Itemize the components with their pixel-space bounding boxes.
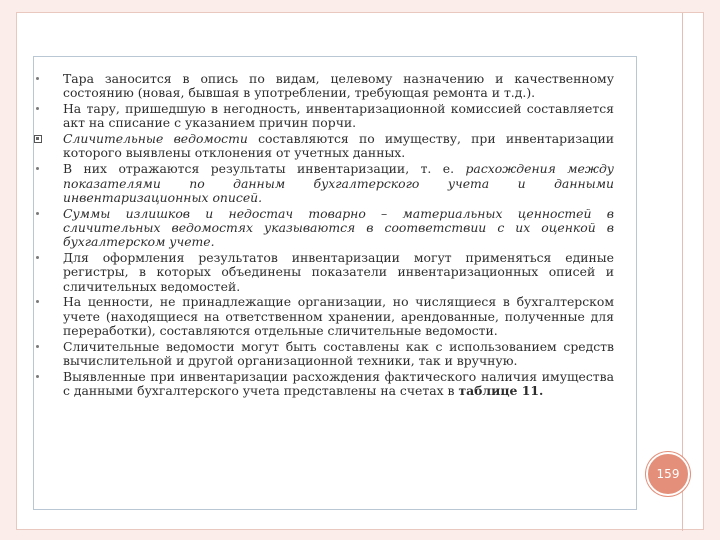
dot-bullet-icon: [36, 77, 39, 80]
list-item-text: Сличительные ведомости могут быть составлены как с использованием средств вычислительной и другой организационной техники, так и вручную.: [63, 338, 614, 369]
list-item-text: На ценности, не принадлежащие организации, но числящиеся в бухгалтерском учете (находящиеся на ответственном хранении, арендованные, полученные для переработки), составляются отдельные сличительные ведомости.: [63, 294, 614, 339]
list-item-text: В них отражаются результаты инвентаризации, т. е.: [63, 161, 466, 177]
list-item: [63, 207, 614, 250]
dot-bullet-icon: [36, 375, 39, 378]
list-item: [63, 162, 614, 205]
list-item: [63, 72, 614, 101]
list-item-text: Для оформления результатов инвентаризации могут применяться единые регистры, в которых объединены показатели инвентаризационных описей и сличительных ведомостей.: [63, 250, 614, 294]
page-number: 159: [656, 467, 680, 481]
list-item: [63, 251, 614, 294]
page-number-badge: [646, 452, 690, 496]
square-bullet-icon: [34, 135, 42, 143]
list-item: [63, 340, 614, 369]
dot-bullet-icon: [36, 345, 39, 348]
list-item: [63, 370, 614, 399]
list-item-text: Сличительные ведомости: [63, 131, 248, 147]
list-item: [63, 102, 614, 131]
list-item: [63, 295, 614, 338]
list-item-text: расхождения между показателями по данным бухгалтерского учета и данными инвентаризационных описей.: [63, 161, 614, 205]
dot-bullet-icon: [36, 212, 39, 215]
list-item-text: Суммы излишков и недостач товарно – материальных ценностей в сличительных ведомостях указываются в соответствии с их оценкой в бухгалтерском учете.: [63, 205, 614, 250]
list-item-text: Тара заносится в опись по видам, целевому назначению и качественному состоянию (новая, бывшая в употреблении, требующая ремонта и т.д.).: [63, 71, 614, 101]
list-item-text: Выявленные при инвентаризации расхождения фактического наличия имущества с данными бухгалтерского учета представлены на счетах в: [63, 368, 614, 399]
list-item-text: составляются по имуществу, при инвентаризации которого выявлены отклонения от учетных данных.: [63, 131, 615, 161]
list-item-text: таблице 11.: [458, 383, 544, 399]
list-item: [63, 132, 614, 161]
bullet-list: [63, 72, 614, 399]
list-item-text: На тару, пришедшую в негодность, инвентаризационной комиссией составляется акт на списание с указанием причин порчи.: [63, 101, 614, 131]
decorative-vertical-line: [682, 13, 683, 531]
